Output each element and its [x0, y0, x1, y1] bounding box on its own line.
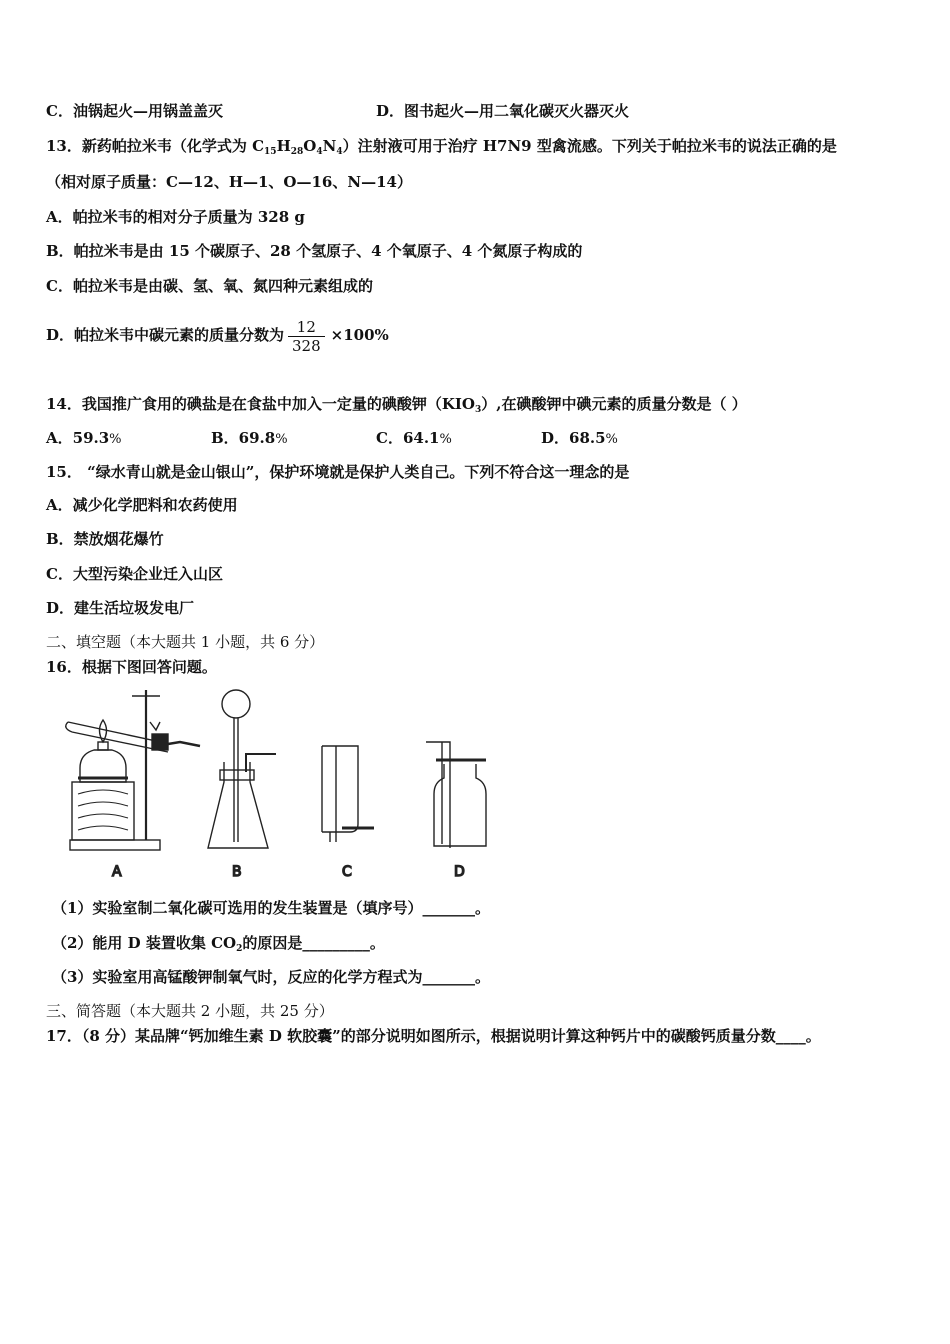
stand-clamp [152, 734, 168, 750]
delivery-tube-d [426, 742, 450, 848]
q14-stem [46, 394, 747, 420]
q13-mass-note: （相对原子质量：C—12、H—1、O—16、N—14） [46, 173, 412, 191]
q13-h: H [276, 137, 291, 155]
q16-part-1: （1）实验室制二氧化碳可选用的发生装置是（填序号）_______。 [52, 899, 490, 917]
apparatus-b [208, 690, 276, 848]
section-3-heading: 三、简答题（本大题共 2 小题，共 25 分） [46, 1002, 334, 1020]
funnel-bulb [222, 690, 250, 718]
q13-n: N [322, 137, 337, 155]
q17-stem: 17．（8 分）某品牌“钙加维生素 D 软胶囊”的部分说明如图所示，根据说明计算这种钙片中的碳酸钙质量分数____。 [46, 1027, 821, 1045]
q13-stem-pre: 13．新药帕拉米韦（化学式为 C [46, 137, 265, 155]
q13-option-d-pre: D．帕拉米韦中碳元素的质量分数为 [46, 326, 285, 344]
delivery-tube [168, 742, 200, 746]
q13-option-a: A．帕拉米韦的相对分子质量为 328 g [46, 208, 305, 226]
q13-stem-post: ）注射液可用于治疗 H7N9 型禽流感。下列关于帕拉米韦的说法正确的是 [342, 137, 837, 155]
apparatus-c [322, 746, 374, 842]
section-2-heading: 二、填空题（本大题共 1 小题，共 6 分） [46, 633, 325, 651]
q13-option-b: B．帕拉米韦是由 15 个碳原子、28 个氢原子、4 个氧原子、4 个氮原子构成的 [46, 242, 583, 260]
q15-stem: 15． “绿水青山就是金山银山”，保护环境就是保护人类自己。下列不符合这一理念的是 [46, 463, 630, 481]
apparatus-figure [60, 682, 520, 882]
q14-sub: 3 [475, 405, 482, 415]
q16-part-2-pre: （2）能用 D 装置收集 CO [52, 934, 237, 952]
q14-option-a-text: A．59.3 [46, 429, 110, 447]
q14-option-c [376, 428, 452, 450]
q12-option-c: C．油锅起火—用锅盖盖灭 [46, 102, 223, 120]
wood-block [72, 782, 134, 840]
q13-stem [46, 136, 837, 162]
rubber-stopper [220, 770, 254, 780]
stand-base [70, 840, 160, 850]
wood-grain [78, 790, 128, 830]
percent-sign: % [439, 432, 452, 447]
tube-outlet-c [330, 828, 336, 842]
q14-option-b [211, 428, 288, 450]
q16-part-2 [52, 933, 385, 959]
q14-option-d [541, 428, 618, 450]
label-a: A [112, 864, 122, 880]
q13-o: O [303, 137, 317, 155]
q13-sub-n: 4 [336, 147, 343, 157]
gas-jar-c [322, 746, 358, 832]
q14-option-d-text: D．68.5 [541, 429, 606, 447]
q15-option-b: B．禁放烟花爆竹 [46, 530, 164, 548]
q13-option-c: C．帕拉米韦是由碳、氢、氧、氮四种元素组成的 [46, 277, 373, 295]
label-b: B [232, 864, 242, 880]
percent-sign: % [605, 432, 618, 447]
percent-sign: % [275, 432, 288, 447]
clamp-screw [150, 722, 160, 730]
q13-option-d [46, 316, 389, 355]
q16-part-2-post: 的原因是_________。 [242, 934, 385, 952]
fraction-denominator: 328 [292, 336, 321, 355]
label-d: D [454, 864, 465, 880]
q14-stem-pre: 14．我国推广食用的碘盐是在食盐中加入一定量的碘酸钾（KIO [46, 395, 475, 413]
q14-stem-post: ）,在碘酸钾中碘元素的质量分数是（ ） [481, 395, 747, 413]
q13-sub-c: 15 [264, 147, 277, 157]
q15-option-c: C．大型污染企业迁入山区 [46, 565, 223, 583]
q13-sub-o: 4 [316, 147, 323, 157]
q16-stem: 16．根据下图回答问题。 [46, 658, 217, 676]
q14-option-c-text: C．64.1 [376, 429, 440, 447]
percent-sign: % [109, 432, 122, 447]
q15-option-d: D．建生活垃圾发电厂 [46, 599, 195, 617]
q16-part-2-sub: 2 [236, 944, 243, 954]
q12-option-d: D．图书起火—用二氧化碳灭火器灭火 [376, 102, 630, 120]
q13-sub-h: 28 [290, 147, 304, 157]
test-tube-bottom [66, 722, 72, 732]
fraction [288, 318, 325, 355]
fraction-numerator: 12 [288, 318, 325, 337]
q14-option-b-text: B．69.8 [211, 429, 276, 447]
q16-part-3: （3）实验室用高锰酸钾制氧气时，反应的化学方程式为_______。 [52, 968, 490, 986]
label-c: C [342, 864, 352, 880]
apparatus-a [66, 690, 200, 850]
q13-option-d-post: ×100% [330, 326, 389, 344]
q15-option-a: A．减少化学肥料和农药使用 [46, 496, 238, 514]
q14-option-a [46, 428, 122, 450]
apparatus-d [426, 742, 486, 848]
